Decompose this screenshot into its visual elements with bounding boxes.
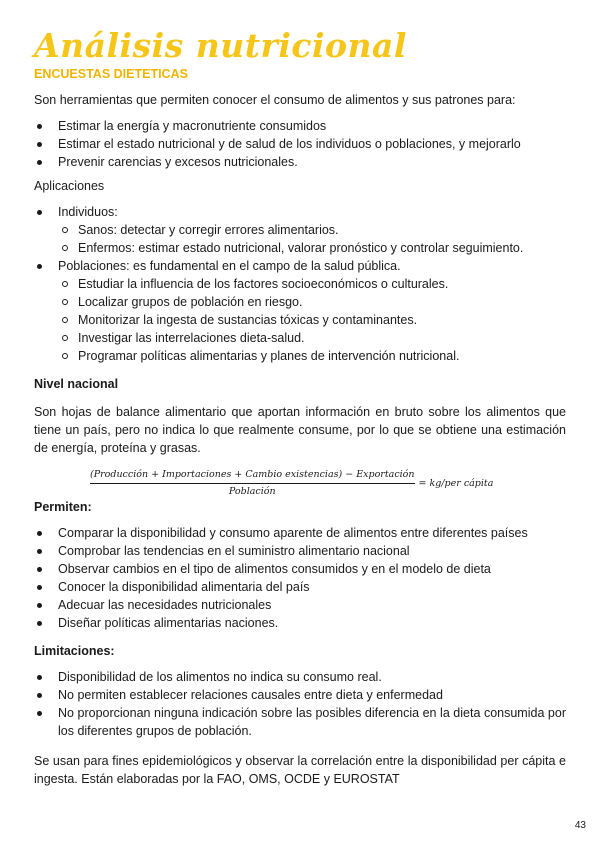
balance-formula	[90, 469, 566, 498]
bullet-icon	[37, 621, 42, 626]
list-item: Disponibilidad de los alimentos no indica su consumo real.	[34, 668, 566, 686]
list-item: Comparar la disponibilidad y consumo aparente de alimentos entre diferentes países	[34, 524, 566, 542]
section-subtitle: ENCUESTAS DIETETICAS	[34, 67, 188, 81]
sublist-item: Sanos: detectar y corregir errores alimentarios.	[34, 221, 566, 239]
bullet-icon	[37, 264, 42, 269]
permiten-list	[34, 524, 566, 632]
bullet-icon	[37, 585, 42, 590]
national-heading: Nivel nacional	[34, 377, 119, 391]
circle-bullet-icon	[62, 227, 68, 233]
intro-paragraph: Son herramientas que permiten conocer el consumo de alimentos y sus patrones para:	[34, 93, 516, 107]
page-number: 43	[574, 820, 586, 831]
list-item: Estimar la energía y macronutriente consumidos	[34, 117, 566, 135]
fraction-line	[90, 483, 415, 484]
applications-heading: Aplicaciones	[34, 179, 105, 193]
bullet-icon	[37, 711, 42, 716]
list-item: Comprobar las tendencias en el suministro alimentario nacional	[34, 542, 566, 560]
sublist-item: Programar políticas alimentarias y planes de intervención nutricional.	[34, 347, 566, 365]
circle-bullet-icon	[62, 299, 68, 305]
applications-list-2	[34, 257, 566, 275]
circle-bullet-icon	[62, 335, 68, 341]
bullet-icon	[37, 693, 42, 698]
list-item-populations: Poblaciones: es fundamental en el campo de la salud pública.	[34, 257, 566, 275]
bullet-icon	[37, 160, 42, 165]
individuals-sublist	[34, 221, 566, 257]
formula-denominator: Población	[228, 486, 276, 497]
list-item: Diseñar políticas alimentarias naciones.	[34, 614, 566, 632]
circle-bullet-icon	[62, 317, 68, 323]
list-item: No permiten establecer relaciones causales entre dieta y enfermedad	[34, 686, 566, 704]
sublist-item: Estudiar la influencia de los factores socioeconómicos o culturales.	[34, 275, 566, 293]
bullet-icon	[37, 210, 42, 215]
sublist-item: Localizar grupos de población en riesgo.	[34, 293, 566, 311]
bullet-icon	[37, 142, 42, 147]
sublist-item: Enfermos: estimar estado nutricional, valorar pronóstico y controlar seguimiento.	[34, 239, 566, 257]
bullet-icon	[37, 531, 42, 536]
circle-bullet-icon	[62, 245, 68, 251]
limitaciones-list	[34, 668, 566, 740]
populations-sublist	[34, 275, 566, 365]
national-description: Son hojas de balance alimentario que aportan información en bruto sobre los alimentos que tiene un país, pero no indica lo que realmente consume, por lo que se obtiene una estimación de energía, proteína y grasas.	[34, 405, 566, 455]
formula-fraction	[90, 469, 415, 498]
list-item-individuals: Individuos:	[34, 203, 566, 221]
formula-numerator: (Producción + Importaciones + Cambio existencias) − Exportación	[90, 469, 415, 480]
page-title: Análisis nutricional	[34, 26, 407, 65]
list-item: Observar cambios en el tipo de alimentos consumidos y en el modelo de dieta	[34, 560, 566, 578]
bullet-icon	[37, 567, 42, 572]
page-content	[34, 26, 566, 788]
list-item: Conocer la disponibilidad alimentaria del país	[34, 578, 566, 596]
bullet-icon	[37, 603, 42, 608]
permiten-heading: Permiten:	[34, 500, 92, 514]
sublist-item: Investigar las interrelaciones dieta-salud.	[34, 329, 566, 347]
purposes-list	[34, 117, 566, 171]
bullet-icon	[37, 675, 42, 680]
list-item: Estimar el estado nutricional y de salud de los individuos o poblaciones, y mejorarlo	[34, 135, 566, 153]
bullet-icon	[37, 549, 42, 554]
list-item: Adecuar las necesidades nutricionales	[34, 596, 566, 614]
bullet-icon	[37, 124, 42, 129]
formula-result: = kg/per cápita	[418, 477, 494, 489]
list-item: Prevenir carencias y excesos nutricionales.	[34, 153, 566, 171]
circle-bullet-icon	[62, 353, 68, 359]
list-item: No proporcionan ninguna indicación sobre las posibles diferencia en la dieta consumida por los diferentes grupos de población.	[34, 704, 566, 740]
closing-paragraph: Se usan para fines epidemiológicos y observar la correlación entre la disponibilidad per cápita e ingesta. Están elaboradas por la FAO, OMS, OCDE y EUROSTAT	[34, 754, 566, 786]
limitaciones-heading: Limitaciones:	[34, 644, 115, 658]
sublist-item: Monitorizar la ingesta de sustancias tóxicas y contaminantes.	[34, 311, 566, 329]
applications-list	[34, 203, 566, 221]
circle-bullet-icon	[62, 281, 68, 287]
